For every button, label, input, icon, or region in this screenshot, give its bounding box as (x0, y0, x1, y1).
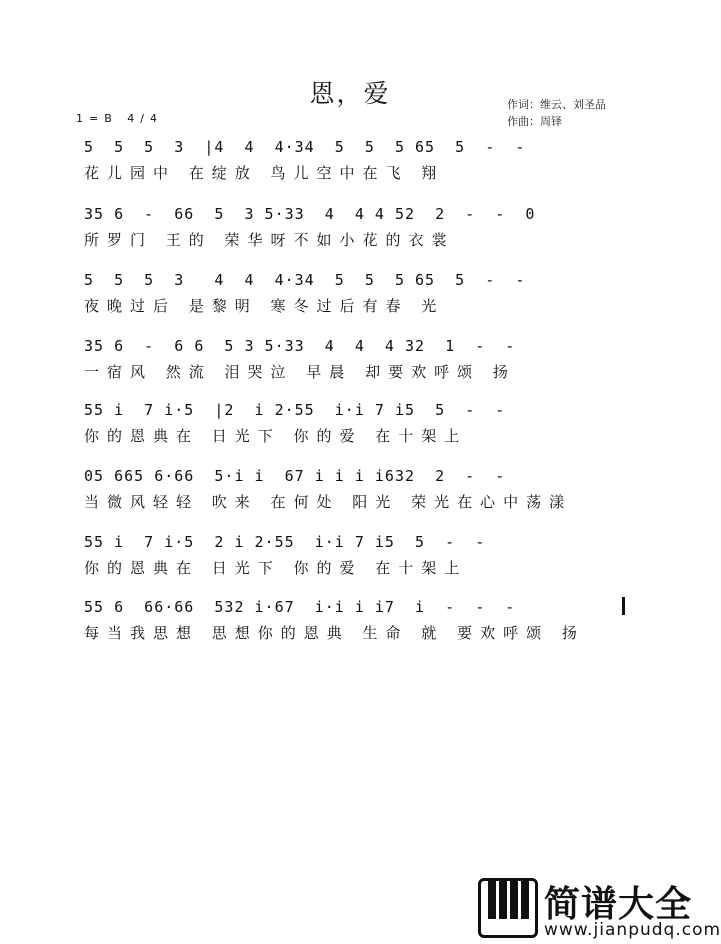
score-row (70, 598, 630, 668)
lyricist-credit: 作词：维云、刘圣品 (507, 98, 606, 111)
score-row (70, 401, 630, 471)
key-signature: 1=B 4/4 (76, 112, 163, 125)
notation-line: 05 665 6·66 5·i i 67 i i i i632 2 - - (84, 467, 506, 485)
score-row (70, 271, 630, 341)
notation-line: 55 i 7 i·5 |2 i 2·55 i·i 7 i5 5 - - (84, 401, 506, 419)
score-row (70, 138, 630, 208)
score-row (70, 467, 630, 537)
piano-icon (478, 878, 538, 938)
composer-credit: 作曲：周铎 (507, 115, 562, 128)
score-row (70, 205, 630, 275)
logo-url: www.jianpudq.com (544, 920, 721, 940)
score-row (70, 337, 630, 407)
lyric-line: 当微风轻轻 吹来 在何处 阳光 荣光在心中荡漾 (84, 493, 573, 511)
notation-line: 55 i 7 i·5 2 i 2·55 i·i 7 i5 5 - - (84, 533, 486, 551)
credits (507, 96, 606, 130)
lyric-line: 你的恩典在 日光下 你的爱 在十架上 (84, 427, 468, 445)
lyric-line: 花儿园中 在绽放 鸟儿空中在飞 翔 (84, 164, 445, 182)
site-logo (478, 876, 721, 944)
lyric-line: 所罗门 王的 荣华呀不如小花的衣裳 (84, 231, 455, 249)
notation-line: 35 6 - 66 5 3 5·33 4 4 4 52 2 - - 0 (84, 205, 536, 223)
lyric-line: 夜晚过后 是黎明 寒冬过后有春 光 (84, 297, 445, 315)
notation-line: 35 6 - 6 6 5 3 5·33 4 4 4 32 1 - - (84, 337, 516, 355)
final-barline (622, 597, 625, 615)
lyric-line: 每当我思想 思想你的恩典 生命 就 要欢呼颂 扬 (84, 624, 585, 642)
notation-line: 5 5 5 3 4 4 4·34 5 5 5 65 5 - - (84, 271, 526, 289)
page-title: 恩，爱 (309, 79, 391, 108)
lyric-line: 你的恩典在 日光下 你的爱 在十架上 (84, 559, 468, 577)
notation-line: 55 6 66·66 532 i·67 i·i i i7 i - - - (84, 598, 516, 616)
lyric-line: 一宿风 然流 泪哭泣 早晨 却要欢呼颂 扬 (84, 363, 516, 381)
score-row (70, 533, 630, 603)
notation-line: 5 5 5 3 |4 4 4·34 5 5 5 65 5 - - (84, 138, 526, 156)
logo-brand: 简谱大全 (544, 884, 693, 925)
